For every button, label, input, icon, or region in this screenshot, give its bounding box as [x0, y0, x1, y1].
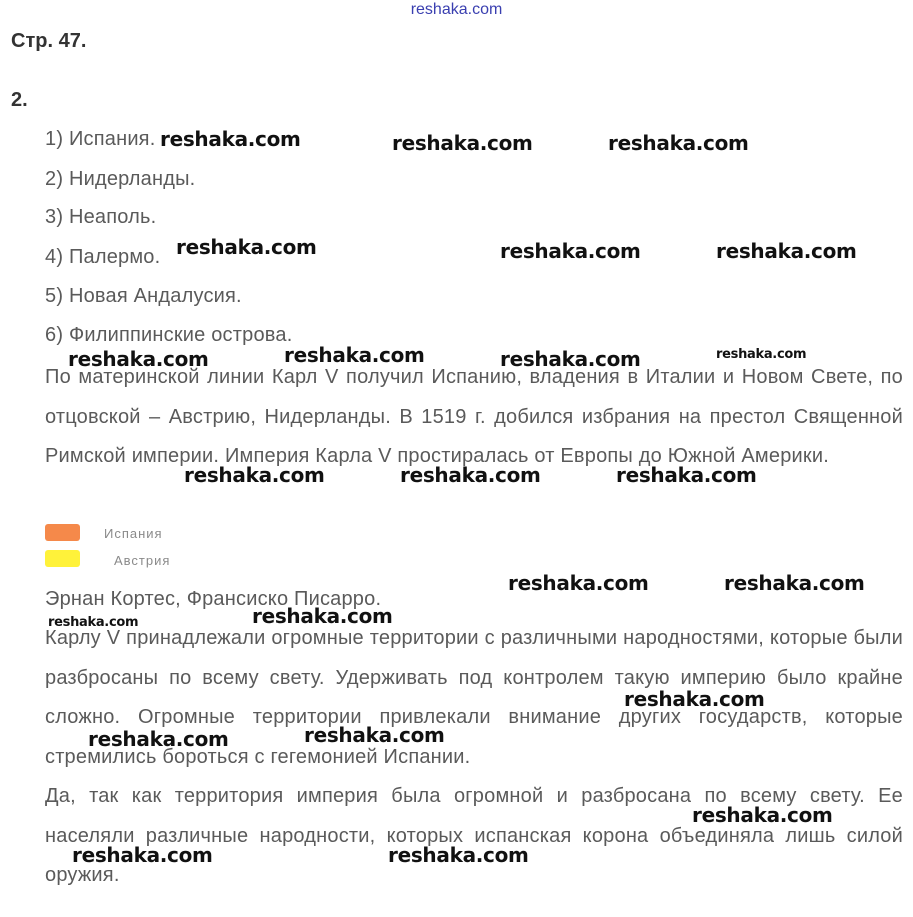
legend-swatch-austria	[45, 550, 80, 567]
watermark: reshaka.com	[72, 843, 213, 867]
watermark: reshaka.com	[88, 727, 229, 751]
watermark: reshaka.com	[176, 235, 317, 259]
answer-item: 2) Нидерланды.	[45, 168, 196, 190]
paragraph-conquerors: Эрнан Кортес, Франсиско Писарро.	[45, 588, 382, 610]
watermark: reshaka.com	[392, 131, 533, 155]
watermark: reshaka.com	[48, 615, 139, 630]
page-reference: Стр. 47.	[11, 30, 87, 52]
legend-label-austria: Австрия	[114, 553, 171, 568]
paragraph-answer-yes: Да, так как территория империя была огромной и разбросана по всему свету. Ее населяли различные народности, которых испанская корона объединяла лишь силой оружия.	[45, 785, 903, 886]
answer-item: 1) Испания.	[45, 128, 156, 150]
watermark: reshaka.com	[252, 604, 393, 628]
watermark: reshaka.com	[692, 803, 833, 827]
watermark: reshaka.com	[160, 127, 301, 151]
answer-item: 6) Филиппинские острова.	[45, 324, 293, 346]
watermark: reshaka.com	[400, 463, 541, 487]
top-watermark: reshaka.com	[410, 1, 503, 18]
watermark: reshaka.com	[724, 571, 865, 595]
legend-label-spain: Испания	[104, 526, 163, 541]
watermark: reshaka.com	[500, 347, 641, 371]
watermark: reshaka.com	[500, 239, 641, 263]
watermark: reshaka.com	[716, 239, 857, 263]
legend-swatch-spain	[45, 524, 80, 541]
task-number: 2.	[11, 89, 28, 111]
watermark: reshaka.com	[284, 343, 425, 367]
watermark: reshaka.com	[304, 723, 445, 747]
paragraph-territories: Карлу V принадлежали огромные территории с различными народностями, которые были разбросаны по всему свету. Удерживать под контролем такую империю было крайне сложно. Огромные территории привлекали внимание других государств, которые стремились бороться с гегемонией Испании.	[45, 627, 903, 768]
answer-item: 4) Палермо.	[45, 246, 161, 268]
watermark: reshaka.com	[624, 687, 765, 711]
watermark: reshaka.com	[184, 463, 325, 487]
paragraph-karl: По материнской линии Карл V получил Испанию, владения в Италии и Новом Свете, по отцовской – Австрию, Нидерланды. В 1519 г. добился избрания на престол Священной Римской империи. Империя Карла V простиралась от Европы до Южной Америки.	[45, 366, 903, 467]
answer-item: 3) Неаполь.	[45, 206, 157, 228]
answer-item: 5) Новая Андалусия.	[45, 285, 242, 307]
watermark: reshaka.com	[388, 843, 529, 867]
watermark: reshaka.com	[608, 131, 749, 155]
watermark: reshaka.com	[716, 347, 807, 362]
watermark: reshaka.com	[68, 347, 209, 371]
watermark: reshaka.com	[616, 463, 757, 487]
watermark: reshaka.com	[508, 571, 649, 595]
